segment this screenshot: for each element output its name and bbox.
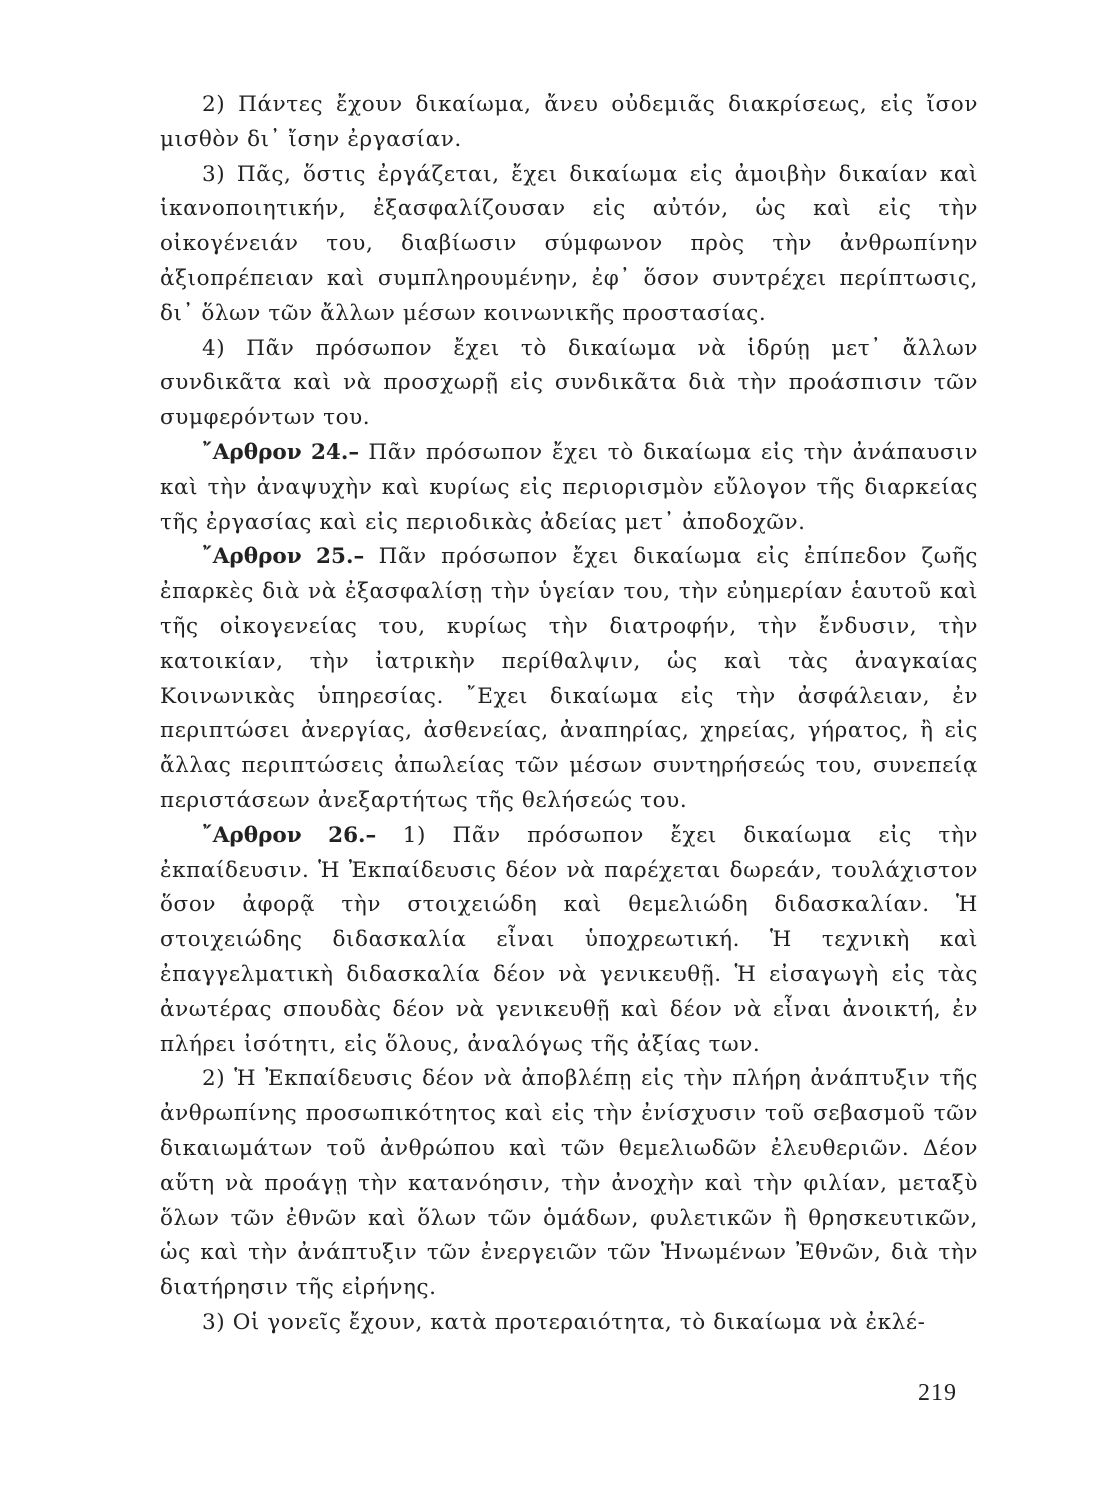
paragraph-article-24: [160, 436, 978, 540]
paragraph-text: 1) Πᾶν πρόσωπον ἔχει δικαίωμα εἰς τὴν ἐκπαίδευσιν. Ἡ Ἐκπαίδευσις δέον νὰ παρέχεται δωρεάν, τουλάχιστον ὅσον ἀφορᾷ τὴν στοιχειώδη καὶ θεμελιώδη διδασκαλίαν. Ἡ στοιχειώδης διδασκαλία εἶναι ὑποχρεωτική. Ἡ τεχνικὴ καὶ ἐπαγγελματικὴ διδασκαλία δέον νὰ γενικευθῇ. Ἡ εἰσαγωγὴ εἰς τὰς ἀνωτέρας σπουδὰς δέον νὰ γενικευθῇ καὶ δέον νὰ εἶναι ἀνοικτή, ἐν πλήρει ἰσότητι, εἰς ὅλους, ἀναλόγως τῆς ἀξίας των.: [160, 822, 978, 1057]
paragraph-text: 4) Πᾶν πρόσωπον ἔχει τὸ δικαίωμα νὰ ἱδρύῃ μετ᾽ ἄλλων συνδικᾶτα καὶ νὰ προσχωρῇ εἰς συνδικᾶτα διὰ τὴν προάσπισιν τῶν συμφερόντων του.: [160, 335, 978, 431]
paragraph-article-26-1: [160, 819, 978, 1063]
paragraph-text: 3) Οἱ γονεῖς ἔχουν, κατὰ προτεραιότητα, τὸ δικαίωμα νὰ ἐκλέ-: [202, 1309, 926, 1335]
paragraph-article-25: [160, 540, 978, 818]
paragraph-text: Πᾶν πρόσωπον ἔχει δικαίωμα εἰς ἐπίπεδον ζωῆς ἐπαρκὲς διὰ νὰ ἐξασφαλίσῃ τὴν ὑγείαν του, τὴν εὐημερίαν ἑαυτοῦ καὶ τῆς οἰκογενείας του, κυρίως τὴν διατροφήν, τὴν ἔνδυσιν, τὴν κατοικίαν, τὴν ἰατρικὴν περίθαλψιν, ὡς καὶ τὰς ἀναγκαίας Κοινωνικὰς ὑπηρεσίας. ῎Εχει δικαίωμα εἰς τὴν ἀσφάλειαν, ἐν περιπτώσει ἀνεργίας, ἀσθενείας, ἀναπηρίας, χηρείας, γήρατος, ἢ εἰς ἄλλας περιπτώσεις ἀπωλείας τῶν μέσων συντηρήσεώς του, συνεπείᾳ περιστάσεων ἀνεξαρτήτως τῆς θελήσεώς του.: [160, 544, 978, 813]
paragraph-article-23-3: [160, 158, 978, 332]
paragraph-text: 3) Πᾶς, ὅστις ἐργάζεται, ἔχει δικαίωμα εἰς ἀμοιβὴν δικαίαν καὶ ἱκανοποιητικήν, ἐξασφαλίζουσαν εἰς αὐτόν, ὡς καὶ εἰς τὴν οἰκογένειάν του, διαβίωσιν σύμφωνον πρὸς τὴν ἀνθρωπίνην ἀξιοπρέπειαν καὶ συμπληρουμένην, ἐφ᾽ ὅσον συντρέχει περίπτωσις, δι᾽ ὅλων τῶν ἄλλων μέσων κοινωνικῆς προστασίας.: [160, 161, 978, 326]
paragraph-text: Πᾶν πρόσωπον ἔχει τὸ δικαίωμα εἰς τὴν ἀνάπαυσιν καὶ τὴν ἀναψυχὴν καὶ κυρίως εἰς περιορισμὸν εὔλογον τῆς διαρκείας τῆς ἐργασίας καὶ εἰς περιοδικὰς ἀδείας μετ᾽ ἀποδοχῶν.: [160, 439, 978, 535]
paragraph-article-26-3: [160, 1306, 978, 1341]
paragraph-text: 2) Ἡ Ἐκπαίδευσις δέον νὰ ἀποβλέπῃ εἰς τὴν πλήρη ἀνάπτυξιν τῆς ἀνθρωπίνης προσωπικότητος καὶ εἰς τὴν ἐνίσχυσιν τοῦ σεβασμοῦ τῶν δικαιωμάτων τοῦ ἀνθρώπου καὶ τῶν θεμελιωδῶν ἐλευθεριῶν. Δέον αὕτη νὰ προάγῃ τὴν κατανόησιν, τὴν ἀνοχὴν καὶ τὴν φιλίαν, μεταξὺ ὅλων τῶν ἐθνῶν καὶ ὅλων τῶν ὁμάδων, φυλετικῶν ἢ θρησκευτικῶν, ὡς καὶ τὴν ἀνάπτυξιν τῶν ἐνεργειῶν τῶν Ἡνωμένων Ἐθνῶν, διὰ τὴν διατήρησιν τῆς εἰρήνης.: [160, 1066, 978, 1301]
article-heading: ῎Αρθρον 24.–: [202, 439, 360, 465]
article-heading: ῎Αρθρον 26.–: [202, 822, 377, 848]
paragraph-article-23-4: [160, 332, 978, 436]
page-body: [160, 88, 978, 1341]
paragraph-article-23-2: [160, 88, 978, 158]
page-number: 219: [918, 1380, 957, 1406]
paragraph-article-26-2: [160, 1062, 978, 1306]
article-heading: ῎Αρθρον 25.–: [202, 544, 365, 570]
paragraph-text: 2) Πάντες ἔχουν δικαίωμα, ἄνευ οὐδεμιᾶς διακρίσεως, εἰς ἴσον μισθὸν δι᾽ ἴσην ἐργασίαν.: [160, 92, 978, 152]
